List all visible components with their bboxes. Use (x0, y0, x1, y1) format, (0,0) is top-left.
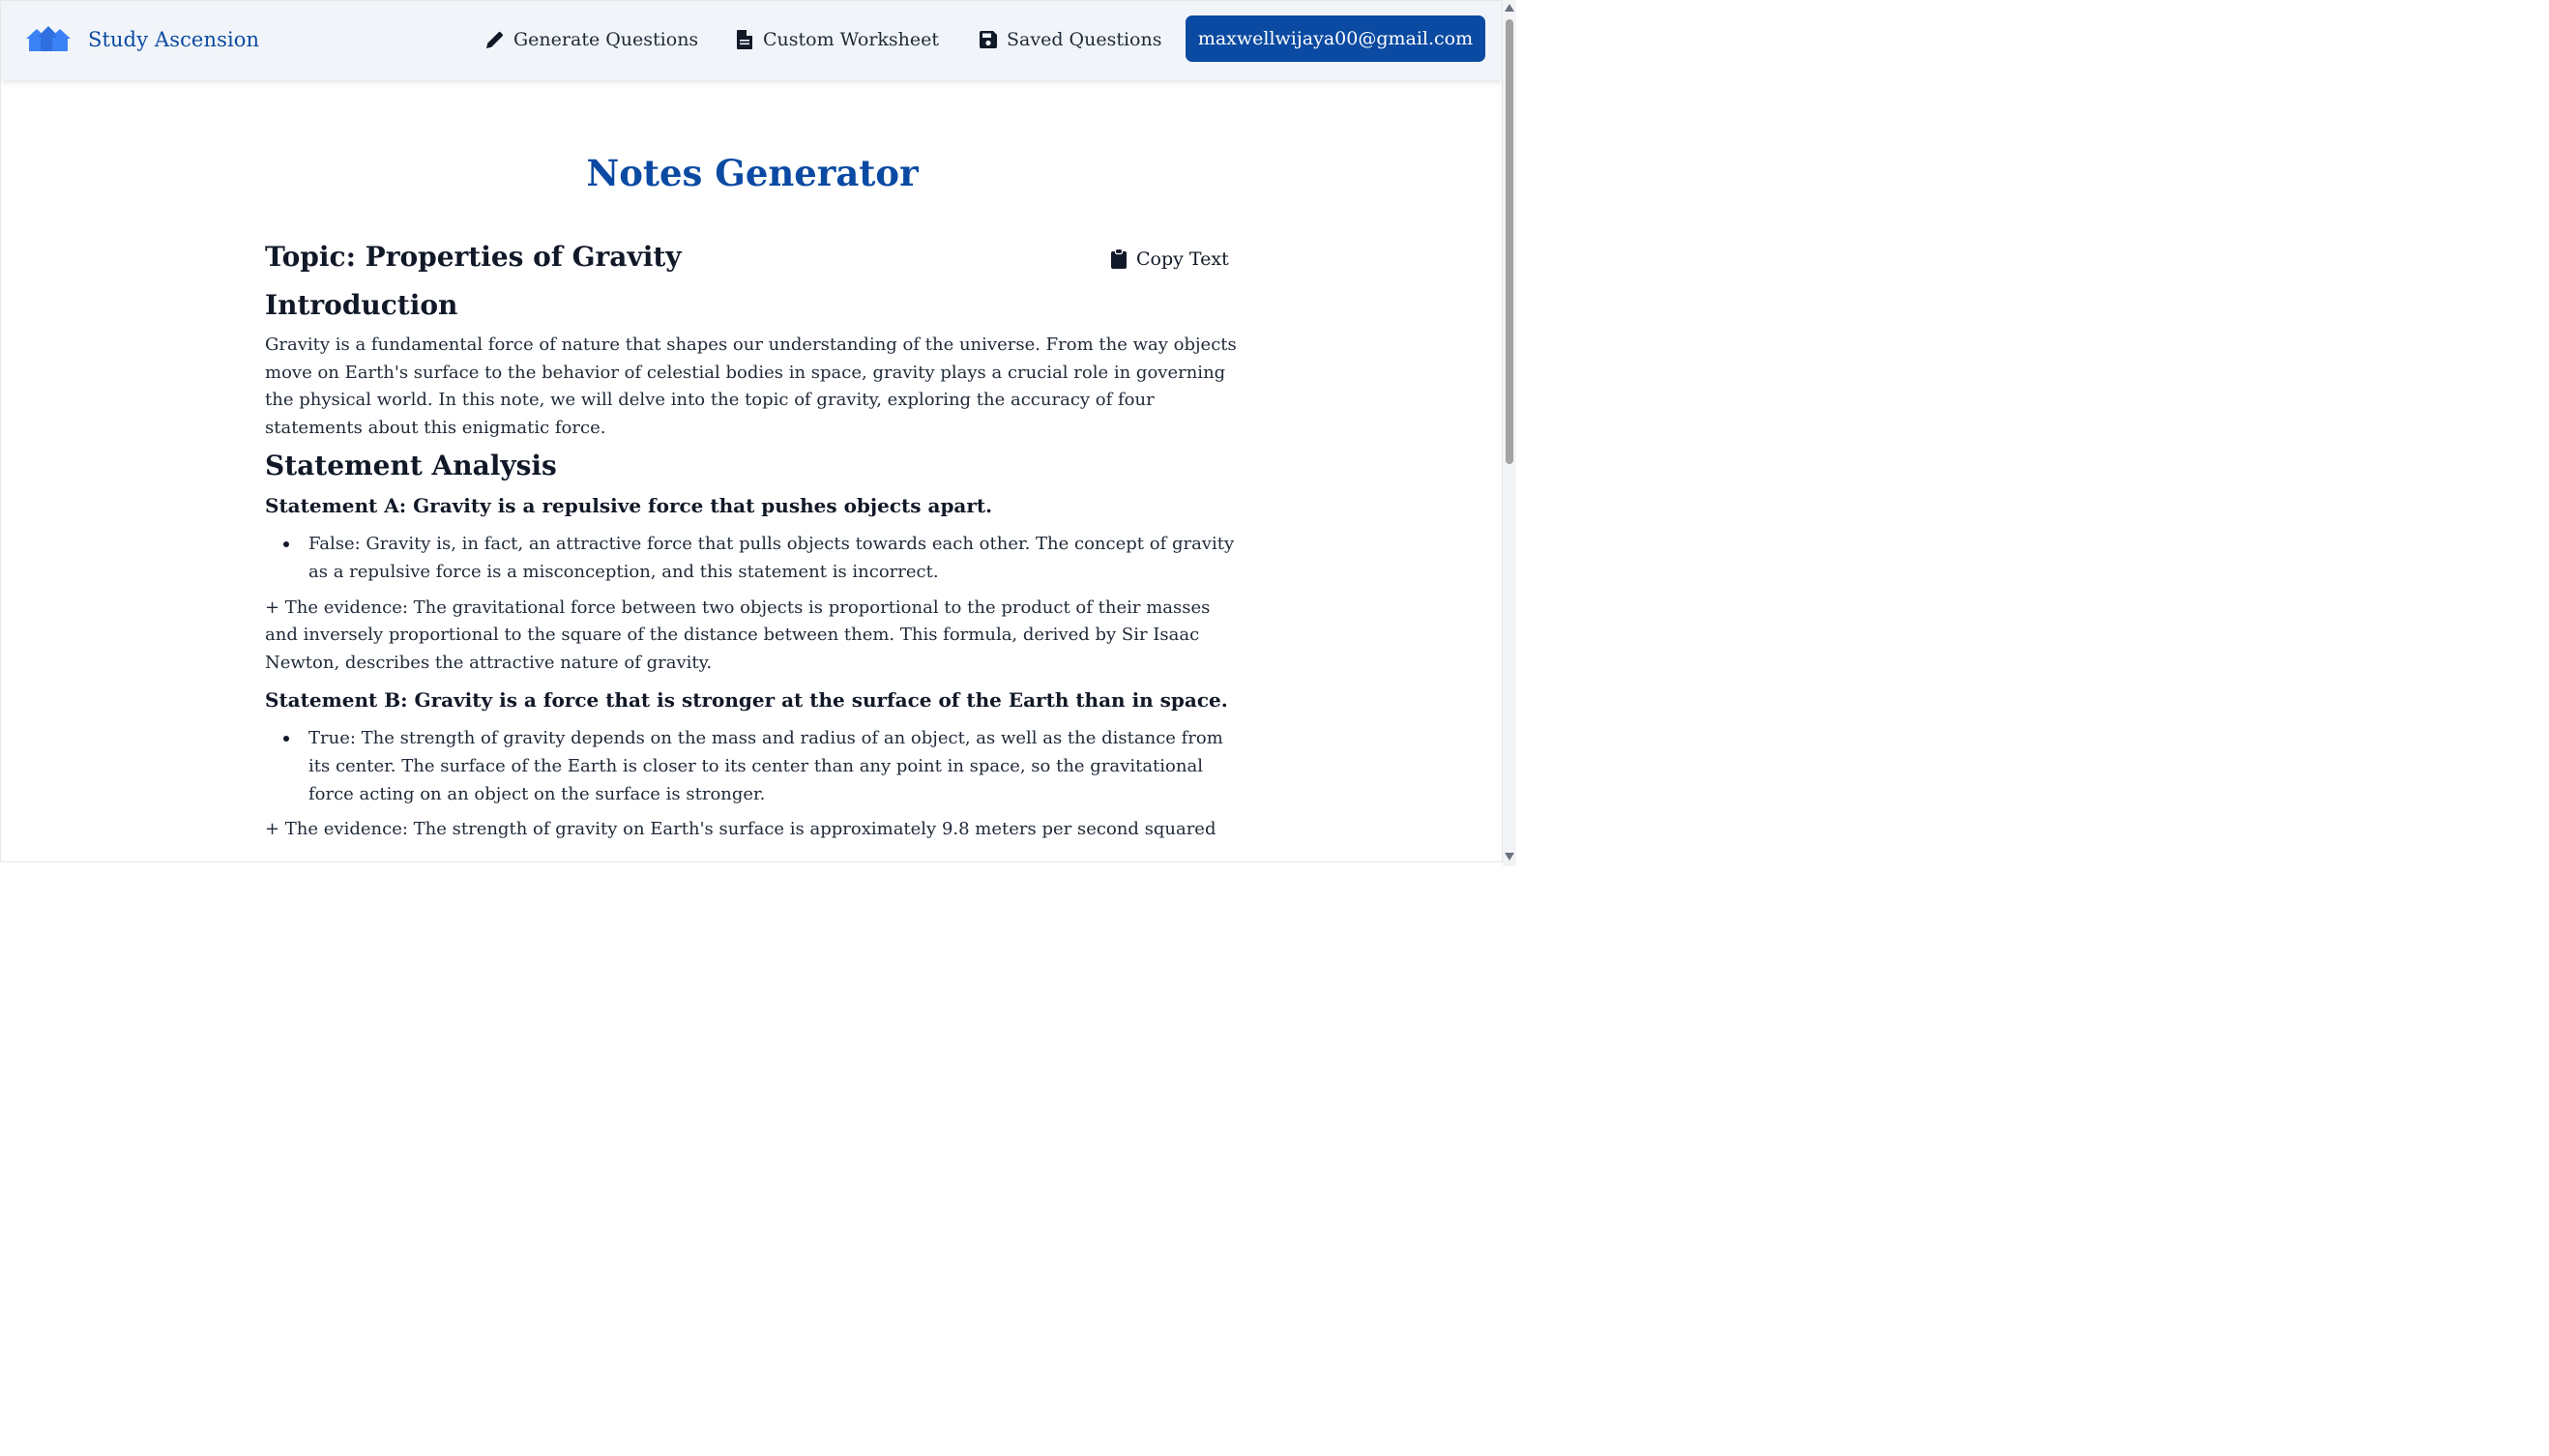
pencil-icon (484, 29, 506, 50)
scroll-up-arrow-icon[interactable] (1505, 4, 1514, 12)
copy-text-label: Copy Text (1136, 248, 1229, 270)
statement-b-heading: Statement B: Gravity is a force that is stronger at the surface of the Earth than in space. (265, 688, 1228, 713)
nav-custom-worksheet[interactable] (734, 24, 939, 55)
statement-a-point: False: Gravity is, in fact, an attractive force that pulls objects towards each other. The concept of gravity as a repulsive force is a misconception, and this statement is incorrect. (283, 531, 1244, 586)
statement-analysis-heading: Statement Analysis (265, 450, 557, 482)
brand-name: Study Ascension (88, 28, 260, 51)
statement-b-point: True: The strength of gravity depends on the mass and radius of an object, as well as the distance from its center. The surface of the Earth is closer to its center than any point in space, so the gravitational force acting on an object on the surface is stronger. (283, 725, 1244, 808)
statement-b-evidence: + The evidence: The strength of gravity on Earth's surface is approximately 9.8 meters per second squared (265, 819, 1216, 840)
brand-home-link[interactable] (26, 20, 259, 59)
statement-a-evidence: + The evidence: The gravitational force between two objects is proportional to the product of their masses and inversely proportional to the square of the distance between them. This formula, derived by Sir Isaac Newton, describes the attractive nature of gravity. (265, 597, 1211, 673)
nav-saved-label: Saved Questions (1007, 29, 1162, 50)
copy-text-button[interactable] (1111, 248, 1229, 270)
introduction-heading: Introduction (265, 289, 458, 321)
account-button[interactable]: maxwellwijaya00@gmail.com (1186, 15, 1485, 62)
floppy-disk-icon (978, 29, 999, 50)
nav-saved-questions[interactable] (978, 24, 1161, 55)
nav-generate-questions[interactable] (484, 24, 698, 55)
document-icon (734, 29, 755, 50)
scrollbar-thumb[interactable] (1506, 19, 1513, 464)
house-logo-icon (26, 25, 71, 54)
vertical-scrollbar[interactable] (1503, 0, 1516, 866)
scroll-down-arrow-icon[interactable] (1505, 853, 1514, 860)
top-navbar (1, 1, 1502, 80)
nav-worksheet-label: Custom Worksheet (763, 29, 940, 50)
topic-heading: Topic: Properties of Gravity (265, 241, 682, 273)
statement-a-points (265, 531, 1244, 586)
nav-generate-label: Generate Questions (513, 29, 699, 50)
statement-b-points (265, 725, 1244, 808)
app-window (0, 0, 1503, 862)
clipboard-icon (1111, 248, 1128, 270)
introduction-paragraph: Gravity is a fundamental force of nature that shapes our understanding of the universe. From the way objects move on Earth's surface to the behavior of celestial bodies in space, gravity plays a crucial role in governing the physical world. In this note, we will delve into the topic of gravity, exploring the accuracy of four statements about this enigmatic force. (265, 335, 1237, 438)
notes-content (265, 241, 1244, 854)
statement-a-heading: Statement A: Gravity is a repulsive force that pushes objects apart. (265, 494, 993, 518)
page-title: Notes Generator (586, 152, 919, 194)
topic-row (265, 241, 1244, 283)
